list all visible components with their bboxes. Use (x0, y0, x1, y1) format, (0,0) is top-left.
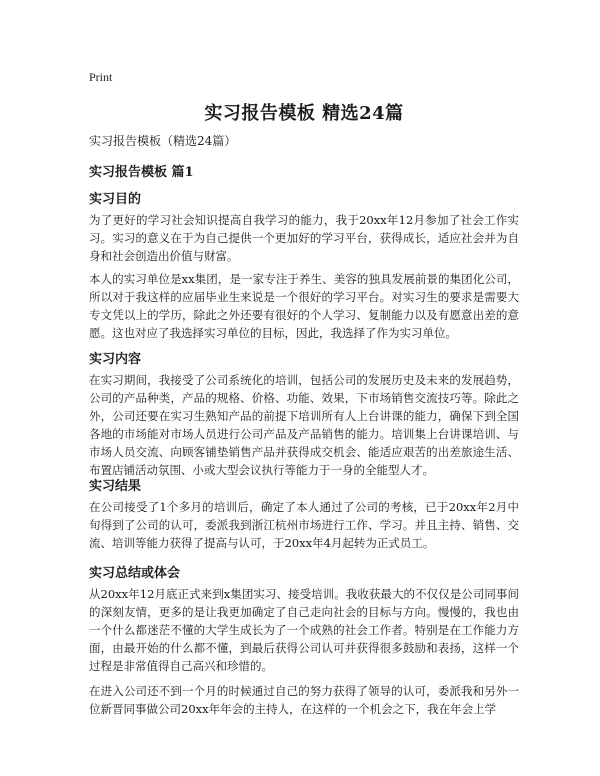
section-heading-result: 实习结果 (89, 479, 142, 494)
page-title: 实习报告模板 精选24篇 (204, 103, 404, 124)
article-heading: 实习报告模板 篇1 (89, 165, 194, 180)
section-paragraph: 在进入公司还不到一个月的时候通过自己的努力获得了领导的认可，委派我和另外一位新晋同事做公司20xx年年会的主持人，在这样的一个机会之下，我在年会上学 (89, 684, 519, 716)
section-paragraph: 在实习期间，我接受了公司系统化的培训，包括公司的发展历史及未来的发展趋势，公司的产品种类，产品的规格、价格、功能、效果，下市场销售交流技巧等。除此之外，公司还要在实习生熟知产品的前提下培训所有人上台讲课的能力，确保下到全国各地的市场能对市场人员进行公司产品及产品销售的能力。培训集上台讲课培训、与市场人员交流、向顾客铺垫销售产品并获得成交机会、能适应艰苦的出差旅途生活、布置店铺活动氛围、小或大型会议执行等能力于一身的全能型人才。 (89, 373, 519, 477)
section-paragraph: 本人的实习单位是xx集团，是一家专注于养生、美容的独具发展前景的集团化公司，所以对于我这样的应届毕业生来说是一个很好的学习平台。对实习生的要求是需要大专文凭以上的学历，除此之外还要有很好的个人学习、复制能力以及有愿意出差的意愿。这也对应了我选择实习单位的目标，因此，我选择了作为实习单位。 (89, 272, 519, 340)
print-link[interactable]: Print (89, 70, 113, 84)
section-paragraph: 从20xx年12月底正式来到x集团实习、接受培训。我收获最大的不仅仅是公司同事间的深刻友情，更多的是让我更加确定了自己走向社会的目标与方向。慢慢的，我也由一个什么都迷茫不懂的大学生成长为了一个成熟的社会工作者。特别是在工作能力方面，由最开始的什么都不懂，到最后获得公司认可并获得很多鼓励和表扬，这样一个过程是非常值得自己高兴和珍惜的。 (89, 587, 519, 673)
section-heading-purpose: 实习目的 (89, 192, 142, 207)
document-subtitle: 实习报告模板（精选24篇） (89, 134, 237, 148)
section-heading-content: 实习内容 (89, 352, 142, 367)
section-paragraph: 为了更好的学习社会知识提高自我学习的能力，我于20xx年12月参加了社会工作实习。实习的意义在于为自己提供一个更加好的学习平台，获得成长，适应社会并为自身和社会创造出价值与财富。 (89, 213, 519, 263)
section-heading-summary: 实习总结或体会 (89, 566, 181, 581)
section-paragraph: 在公司接受了1个多月的培训后，确定了本人通过了公司的考核，已于20xx年2月中旬得到了公司的认可，委派我到浙江杭州市场进行工作、学习。并且主持、销售、交流、培训等能力获得了提高与认可，于20xx年4月起转为正式员工。 (89, 500, 519, 550)
